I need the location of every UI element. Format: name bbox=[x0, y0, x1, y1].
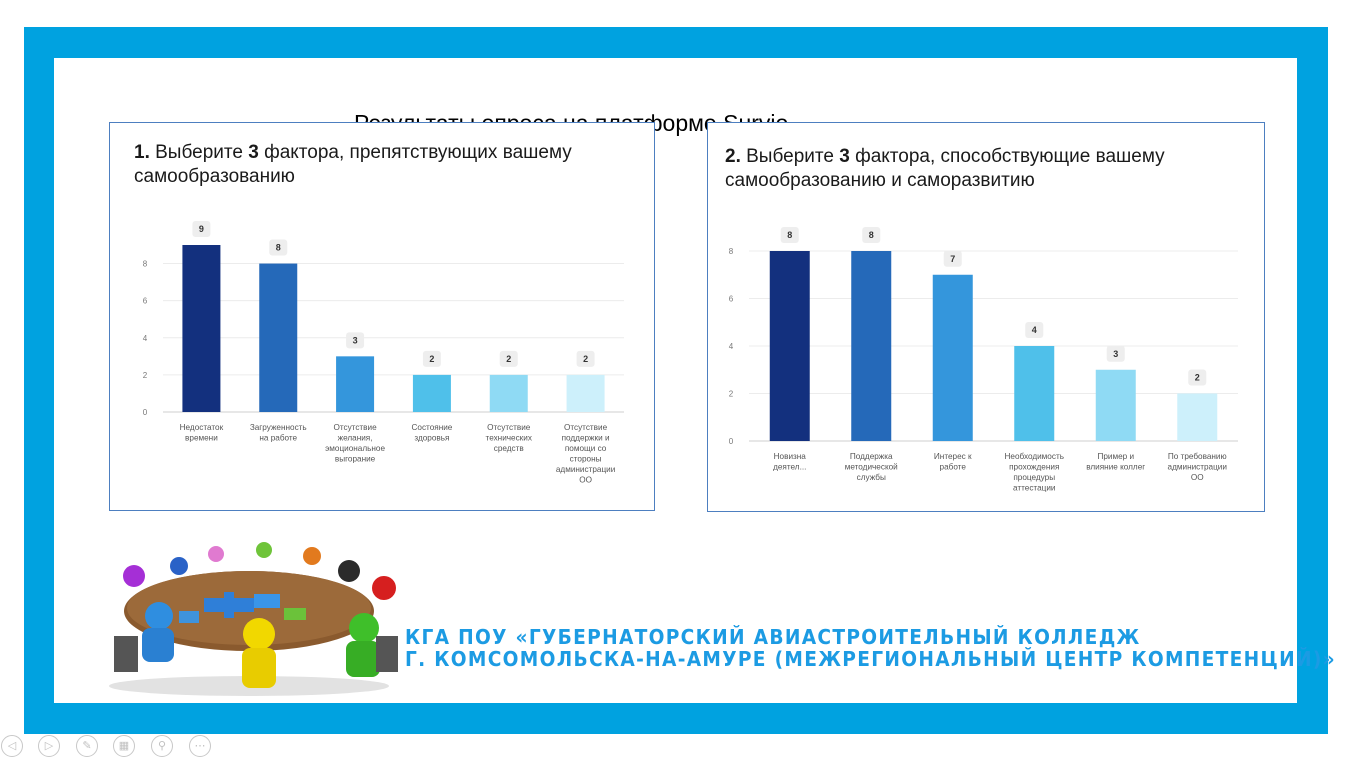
x-category-label: Пример и bbox=[1097, 452, 1135, 461]
x-category-label: ОО bbox=[579, 475, 592, 485]
data-label: 3 bbox=[352, 335, 358, 346]
x-category-label: Новизна bbox=[773, 452, 806, 461]
y-tick-label: 6 bbox=[142, 296, 148, 306]
x-category-label: стороны bbox=[569, 454, 602, 464]
data-label: 4 bbox=[1031, 325, 1037, 335]
x-category-label: Загруженность bbox=[249, 423, 307, 432]
data-label: 2 bbox=[583, 353, 589, 364]
data-label: 8 bbox=[868, 230, 874, 240]
bar bbox=[567, 375, 605, 412]
chart-panel-motivators bbox=[707, 122, 1265, 512]
question-text: фактора, способствующие вашему самообразованию и саморазвитию bbox=[725, 146, 1165, 191]
college-name-line2: Г. КОМСОМОЛЬСКА-НА-АМУРЕ (МЕЖРЕГИОНАЛЬНЫЙ ЦЕНТР КОМПЕТЕНЦИЙ)» bbox=[405, 647, 1336, 671]
bar bbox=[1014, 346, 1054, 441]
question-number: 2. bbox=[725, 146, 741, 167]
bar bbox=[1177, 394, 1217, 442]
slide-content bbox=[54, 58, 1336, 703]
x-category-label: влияние коллег bbox=[1086, 462, 1146, 472]
question-text: фактора, препятствующих вашему самообразованию bbox=[134, 142, 572, 187]
x-category-label: Недостаток bbox=[179, 423, 224, 432]
y-tick-label: 4 bbox=[142, 333, 148, 343]
pen-icon[interactable]: ✎ bbox=[76, 735, 98, 757]
more-icon[interactable]: ⋯ bbox=[189, 735, 211, 757]
data-label: 7 bbox=[950, 253, 956, 264]
data-label: 3 bbox=[1113, 348, 1119, 359]
x-category-label: По требованию bbox=[1167, 452, 1227, 461]
bar-chart-obstacles bbox=[110, 123, 654, 510]
bar bbox=[851, 251, 891, 441]
bar bbox=[413, 375, 451, 412]
x-category-label: ОО bbox=[1190, 473, 1204, 482]
x-category-label: Отсутствие bbox=[563, 423, 608, 432]
x-category-label: выгорание bbox=[334, 454, 376, 464]
next-icon[interactable]: ▷ bbox=[38, 735, 60, 757]
question-count: 3 bbox=[248, 142, 259, 163]
x-category-label: прохождения bbox=[1009, 462, 1060, 472]
x-category-label: на работе bbox=[259, 433, 298, 443]
college-name bbox=[405, 625, 1336, 671]
y-tick-label: 2 bbox=[142, 370, 148, 380]
team-meeting-illustration bbox=[84, 536, 414, 696]
x-category-label: технических bbox=[485, 433, 532, 443]
slides-icon[interactable]: ▦ bbox=[113, 735, 135, 757]
x-category-label: деятел... bbox=[773, 462, 807, 472]
x-category-label: аттестации bbox=[1013, 483, 1056, 493]
bar bbox=[182, 245, 220, 412]
x-category-label: Состояние bbox=[411, 423, 453, 432]
x-category-label: эмоциональное bbox=[325, 444, 386, 453]
data-label: 8 bbox=[275, 242, 281, 253]
x-category-label: Отсутствие bbox=[487, 423, 531, 432]
bar-chart-motivators bbox=[708, 123, 1264, 511]
x-category-label: поддержки и bbox=[561, 433, 610, 443]
y-tick-label: 6 bbox=[728, 294, 734, 304]
question-count: 3 bbox=[839, 146, 850, 167]
data-label: 2 bbox=[506, 353, 512, 364]
question-number: 1. bbox=[134, 142, 150, 163]
x-category-label: службы bbox=[856, 473, 886, 482]
bar bbox=[259, 264, 297, 412]
bar bbox=[336, 356, 374, 412]
x-category-label: администрации bbox=[555, 465, 616, 474]
x-category-label: Необходимость bbox=[1004, 452, 1064, 461]
x-category-label: Поддержка bbox=[849, 452, 893, 461]
x-category-label: желания, bbox=[337, 433, 373, 443]
question-text: Выберите bbox=[740, 146, 840, 167]
slide-title: платформе bbox=[594, 110, 717, 136]
bar bbox=[933, 275, 973, 441]
x-category-label: администрации bbox=[1167, 462, 1227, 472]
data-label: 9 bbox=[198, 224, 204, 234]
college-name-line1: КГА ПОУ «ГУБЕРНАТОРСКИЙ АВИАСТРОИТЕЛЬНЫЙ КОЛЛЕДЖ bbox=[405, 625, 1141, 649]
y-tick-label: 4 bbox=[728, 342, 734, 351]
x-category-label: Интерес к bbox=[933, 452, 972, 461]
x-category-label: здоровья bbox=[414, 433, 450, 443]
slide-frame bbox=[24, 27, 1336, 734]
x-category-label: методической bbox=[844, 462, 898, 472]
y-tick-label: 0 bbox=[728, 437, 734, 446]
y-tick-label: 0 bbox=[142, 408, 148, 417]
x-category-label: процедуры bbox=[1013, 473, 1056, 482]
zoom-icon[interactable]: ⚲ bbox=[151, 735, 173, 757]
x-category-label: времени bbox=[185, 433, 218, 443]
slideshow-controls bbox=[0, 733, 230, 759]
bar bbox=[490, 375, 528, 412]
data-label: 2 bbox=[429, 353, 435, 364]
question-text: Выберите bbox=[149, 142, 249, 163]
y-tick-label: 8 bbox=[728, 247, 734, 256]
y-tick-label: 2 bbox=[728, 389, 734, 399]
x-category-label: работе bbox=[939, 462, 966, 472]
x-category-label: помощи со bbox=[564, 444, 607, 453]
x-category-label: средств bbox=[493, 444, 524, 453]
chart-panel-obstacles bbox=[109, 122, 655, 511]
x-category-label: Отсутствие bbox=[333, 423, 377, 432]
data-label: 2 bbox=[1194, 372, 1200, 383]
y-tick-label: 8 bbox=[142, 259, 148, 269]
bar bbox=[770, 251, 810, 441]
bar bbox=[1096, 370, 1136, 441]
prev-icon[interactable]: ◁ bbox=[1, 735, 23, 757]
data-label: 8 bbox=[787, 230, 793, 240]
